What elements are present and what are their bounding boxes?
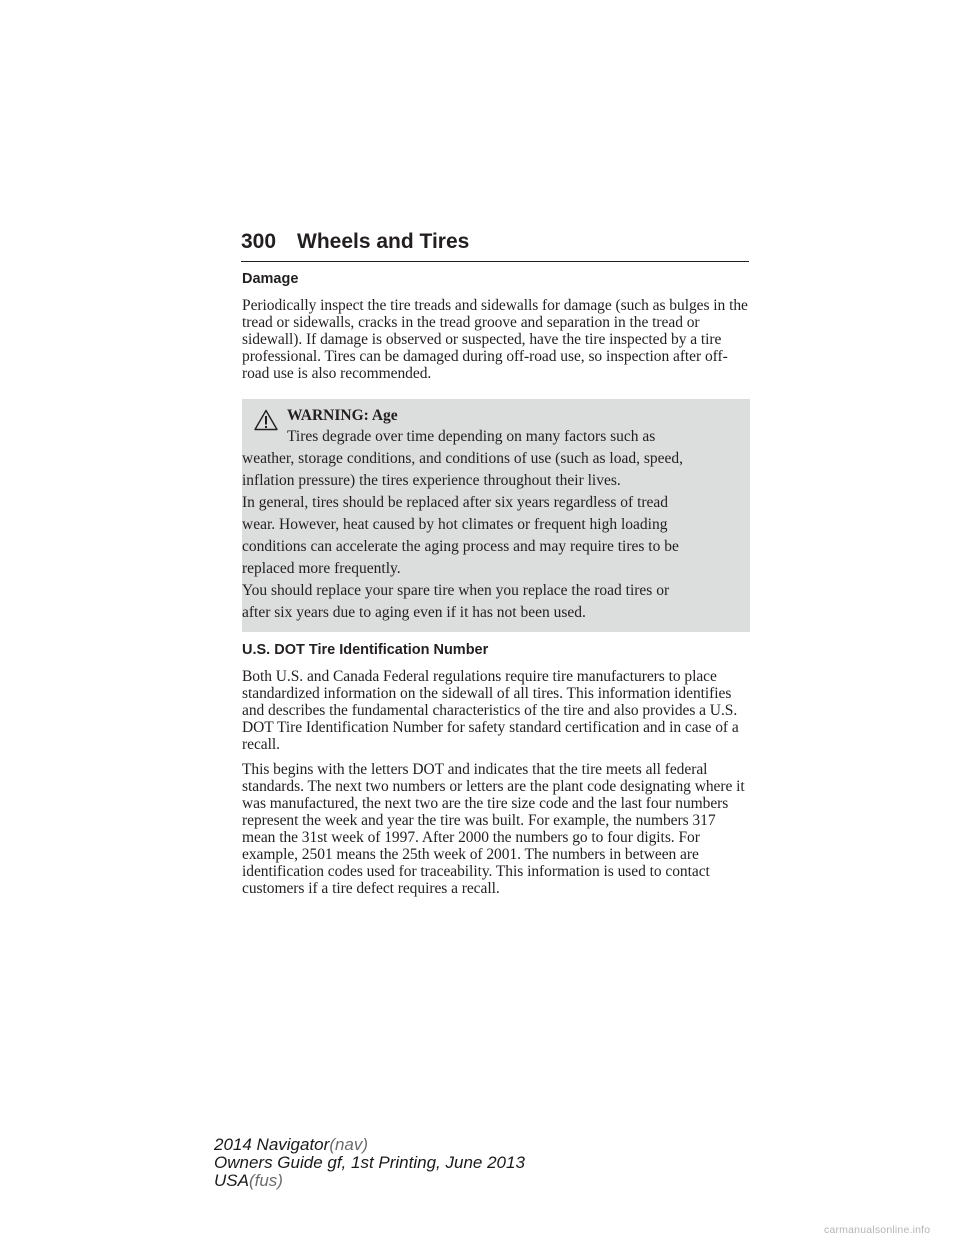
dot-heading: U.S. DOT Tire Identification Number [242, 642, 489, 658]
section-title: Wheels and Tires [297, 230, 470, 253]
page-header [241, 229, 749, 262]
footer-market-code: (fus) [248, 1171, 283, 1190]
warning-box [242, 399, 750, 632]
footer-market: USA [214, 1171, 249, 1190]
warning-line: In general, tires should be replaced after six years regardless of tread [242, 494, 669, 511]
warning-text [242, 426, 744, 624]
warning-line: wear. However, heat caused by hot climates or frequent high loading [242, 516, 668, 533]
warning-line: conditions can accelerate the aging process and may require tires to be [242, 538, 679, 555]
document-footer [214, 1136, 525, 1190]
page-content [242, 270, 750, 905]
warning-line: Tires degrade over time depending on many factors such as [287, 428, 656, 445]
warning-line: You should replace your spare tire when you replace the road tires or [242, 582, 670, 599]
warning-line: weather, storage conditions, and conditions of use (such as load, speed, [242, 450, 684, 467]
footer-model-code: (nav) [329, 1135, 369, 1154]
warning-title: WARNING: Age [287, 407, 398, 424]
damage-paragraph: Periodically inspect the tire treads and sidewalls for damage (such as bulges in the tread or sidewalls, cracks in the tread groove and separation in the tread or sidewall). If damage is observed or suspected, have the tire inspected by a tire professional. Tires can be damaged during off-road use, so inspection after off-road use is also recommended. [242, 297, 748, 382]
page-number: 300 [241, 230, 277, 253]
watermark: carmanualsonline.info [824, 1224, 931, 1236]
footer-model: 2014 Navigator [214, 1135, 330, 1154]
dot-paragraph-1: Both U.S. and Canada Federal regulations require tire manufacturers to place standardized information on the sidewall of all tires. This information identifies and describes the fundamental characteristics of the tire and also provides a U.S. DOT Tire Identification Number for safety standard certification and in case of a recall. [242, 668, 739, 753]
warning-line: after six years due to aging even if it has not been used. [242, 604, 586, 621]
warning-line: inflation pressure) the tires experience throughout their lives. [242, 472, 621, 489]
dot-paragraph-2: This begins with the letters DOT and indicates that the tire meets all federal standards. The next two numbers or letters are the plant code designating where it was manufactured, the next two are the tire size code and the last four numbers represent the week and year the tire was built. For example, the numbers 317 mean the 31st week of 1997. After 2000 the numbers go to four digits. For example, 2501 means the 25th week of 2001. The numbers in between are identification codes used for traceability. This information is used to contact customers if a tire defect requires a recall. [242, 761, 745, 897]
footer-printing: Owners Guide gf, 1st Printing, June 2013 [214, 1153, 525, 1172]
warning-line: replaced more frequently. [242, 560, 401, 577]
damage-heading: Damage [242, 271, 299, 287]
warning-triangle-icon [254, 409, 278, 431]
